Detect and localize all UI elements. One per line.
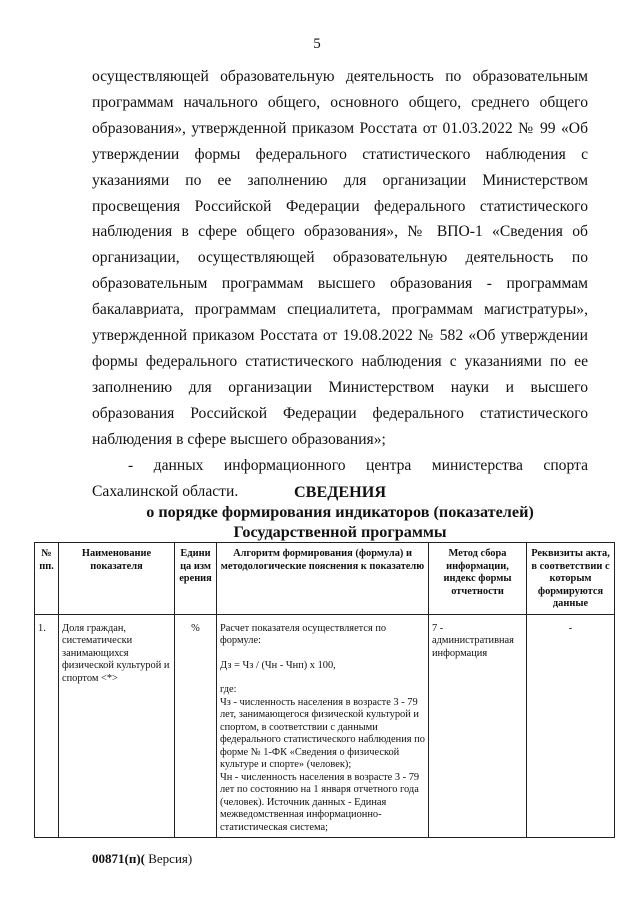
body-text [92,64,588,504]
algo-where: где: [220,684,237,695]
cell-unit: % [175,614,217,838]
paragraph-sport-ministry: - данных информационного центра министерства спорта Сахалинской области. [92,456,588,500]
cell-num: 1. [35,614,59,838]
header-requisites: Реквизиты акта, в соответствии с которым формируются данные [527,543,615,615]
algo-intro: Расчет показателя осуществляется по формуле: [220,622,387,646]
heading-program: Государственной программы [233,523,447,541]
header-algorithm: Алгоритм формирования (формула) и методологические пояснения к показателю [217,543,429,615]
algo-formula: Дз = Чз / (Чн - Чнп) x 100, [220,659,336,671]
page-number: 5 [313,36,321,52]
section-heading [92,482,588,542]
header-name: Наименование показателя [59,543,175,615]
header-unit: Единица измерения [175,543,217,615]
table-row [35,614,615,838]
algo-definition-1: Чз - численность населения в возрасте 3 - 79 лет, занимающегося физической культурой и спортом, в соответствии с данными федерального статистического наблюдения по форме № 1-ФК «Сведения о физической культуре и спорте» (человек); [220,696,425,770]
cell-method: 7 - административная информация [429,614,527,838]
paragraph-sources: осуществляющей образовательную деятельность по образовательным программам начального общего, основного общего, среднего общего образования», утвержденной приказом Росстата от 01.03.2022 № 99 «Об утверждении формы федерального статистического наблюдения с указаниями по ее заполнению для организации Министерством просвещения Российской Федерации федерального статистического наблюдения в сфере общего образования», № ВПО-1 «Сведения об организации, осуществляющей образовательную деятельность по образовательным программам высшего образования - программам бакалавриата, программам специалитета, программам магистратуры», утвержденной приказом Росстата от 19.08.2022 № 582 «Об утверждении формы федерального статистического наблюдения с указаниями по ее заполнению для организации Министерством науки и высшего образования Российской Федерации федерального статистического наблюдения в сфере высшего образования»; [92,68,588,448]
indicators-table [34,542,615,838]
footer-code [92,851,192,867]
footer-version: Версия) [144,851,193,866]
cell-algorithm [217,614,429,838]
header-method: Метод сбора информации, индекс формы отчетности [429,543,527,615]
table-header-row [35,543,615,615]
heading-title: СВЕДЕНИЯ [293,483,387,501]
cell-name: Доля граждан, систематически занимающихся физической культурой и спортом <*> [59,614,175,838]
header-num: № пп. [35,543,59,615]
heading-subtitle: о порядке формирования индикаторов (показателей) [146,503,534,521]
footer-number: 00871(п)( [92,851,145,866]
algo-definition-2: Чн - численность населения в возрасте 3 - 79 лет по состоянию на 1 января отчетного года (человек). Источник данных - Единая межведомственная информационно-статистическая система; [220,771,420,833]
cell-requisites: - [527,614,615,838]
